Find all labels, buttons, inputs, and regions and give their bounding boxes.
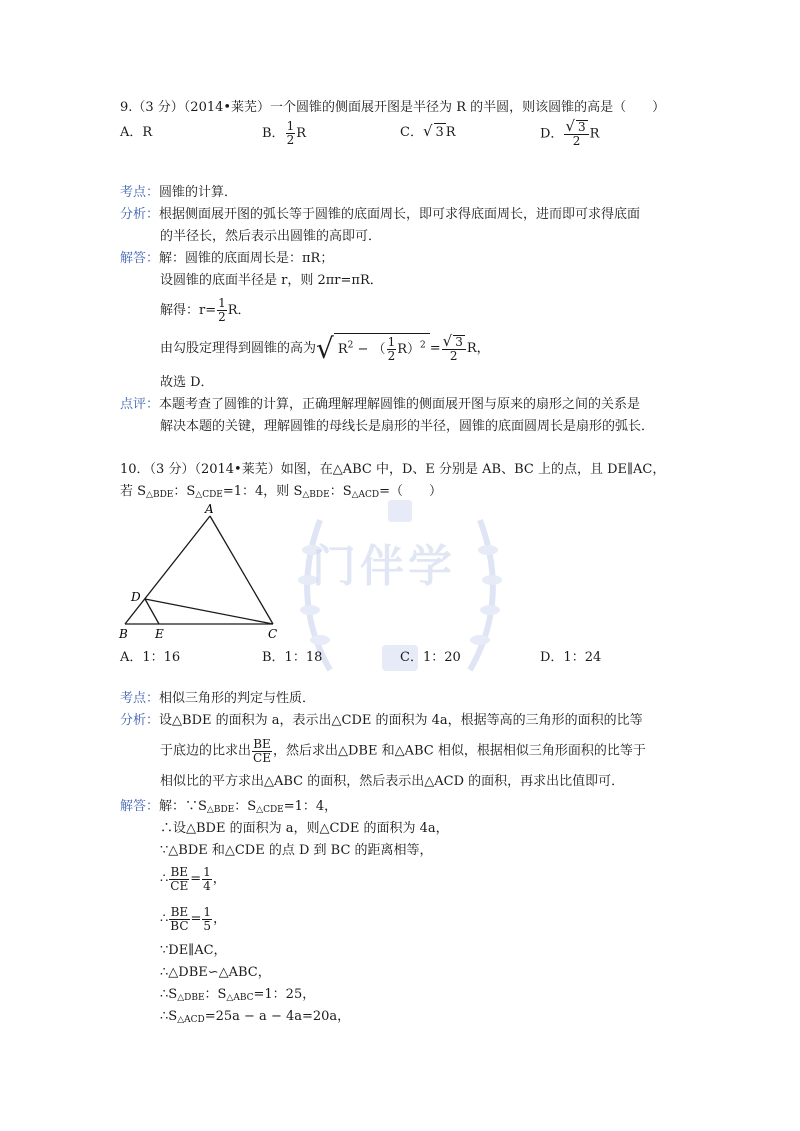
side-ab — [125, 516, 210, 624]
q10-step3: ∵△BDE 和△CDE 的点 D 到 BC 的距离相等， — [160, 843, 433, 858]
q9-jieda-line5: 故选 D． — [160, 375, 214, 390]
segment-de — [145, 599, 159, 624]
q10-step9: $\therefore S_{\triangle ACD}=25a - a - 4a=20a$， — [160, 1009, 351, 1025]
q9-option-d: D． $\frac{√ 3}{2}$ R — [540, 117, 600, 148]
q10-step8: $\therefore S_{\triangle DBE}$：$S_{\triangle ABC}=1$：25， — [160, 987, 316, 1003]
q9-option-c: C．√ 3 R — [400, 122, 456, 140]
q10-stem-line2: 若 $S_{\triangle BDE}$：$S_{\triangle CDE}=1$：4，则 $S_{\triangle BDE}$：$S_{\triangle ACD}=$（ ） — [120, 484, 443, 500]
q10-option-b: B．1：18 — [262, 650, 323, 665]
watermark-text: 门伴学 — [312, 541, 456, 592]
q9-kaodian: 考点：圆锥的计算． — [120, 185, 238, 200]
label-b: B — [119, 627, 128, 641]
q9-jieda-line2: 设圆锥的底面半径是 r，则 2πr=πR． — [160, 273, 383, 288]
q9-stem: 9.（3 分）（2014•莱芜）一个圆锥的侧面展开图是半径为 R 的半圆，则该圆锥的高是（ ） — [120, 100, 666, 115]
q10-option-c: C．1：20 — [400, 650, 461, 665]
q9-option-b: B． $\frac{1}{2}$ R — [262, 119, 306, 147]
q9-dianping: 点评：本题考查了圆锥的计算，正确理解理解圆锥的侧面展开图与原来的扇形之间的关系是 — [120, 397, 641, 412]
q9-option-a: A．R — [120, 125, 153, 140]
q10-fenxi: 分析：设△BDE 的面积为 a，表示出△CDE 的面积为 4a，根据等高的三角形的面积的比等 — [120, 713, 643, 728]
q10-jieda: 解答：解：$\because S_{\triangle BDE}$：$S_{\triangle CDE}=1$：4， — [120, 799, 338, 815]
q10-step6: ∵DE∥AC， — [160, 943, 227, 958]
q10-step7: ∴△DBE∽△ABC， — [160, 965, 271, 980]
label-a: A — [205, 502, 214, 516]
q10-fenxi-line3: 相似比的平方求出△ABC 的面积，然后表示出△ACD 的面积，再求出比值即可． — [160, 774, 625, 789]
q9-dianping-line2: 解决本题的关键，理解圆锥的母线长是扇形的半径，圆锥的底面圆周长是扇形的弧长． — [160, 419, 655, 434]
q10-option-d: D．1：24 — [540, 650, 602, 665]
q9-fenxi-line2: 的半径长，然后表示出圆锥的高即可． — [160, 229, 382, 244]
q9-jieda: 解答：解：圆锥的底面周长是：πR； — [120, 251, 334, 266]
q10-option-a: A．1：16 — [120, 650, 181, 665]
label-d: D — [131, 590, 141, 604]
q10-stem-line1: 10．（3 分）（2014•莱芜）如图，在△ABC 中，D、E 分别是 AB、BC 上的点，且 DE∥AC， — [120, 462, 666, 477]
q10-step5: ∴ $\frac{BE}{BC}$ = $\frac{1}{5}$ ， — [160, 905, 227, 933]
label-c: C — [268, 627, 278, 641]
q10-fenxi-line2: 于底边的比求出 $\frac{BE}{CE}$ ，然后求出△DBE 和△ABC 相似，根据相似三角形面积的比等于 — [160, 737, 646, 765]
label-e: E — [155, 627, 164, 641]
q10-kaodian: 考点：相似三角形的判定与性质． — [120, 691, 316, 706]
q10-step4: ∴ $\frac{BE}{CE}$ = $\frac{1}{4}$ ， — [160, 865, 226, 893]
segment-dc — [145, 599, 273, 624]
q9-jieda-line3: 解得：r= $\frac{1}{2}$ R． — [160, 296, 251, 324]
triangle-figure — [115, 502, 295, 642]
q10-step2: ∴设△BDE 的面积为 a，则△CDE 的面积为 4a， — [160, 821, 449, 836]
q9-fenxi: 分析：根据侧面展开图的弧长等于圆锥的底面周长，即可求得底面周长，进而即可求得底面 — [120, 207, 641, 222]
side-ac — [210, 516, 273, 624]
q9-jieda-line4: 由勾股定理得到圆锥的高为√ $R^2$ − （ $\frac{1}{2}$ R）$^2$ = $\frac{√ 3}{2}$ R， — [160, 332, 490, 365]
